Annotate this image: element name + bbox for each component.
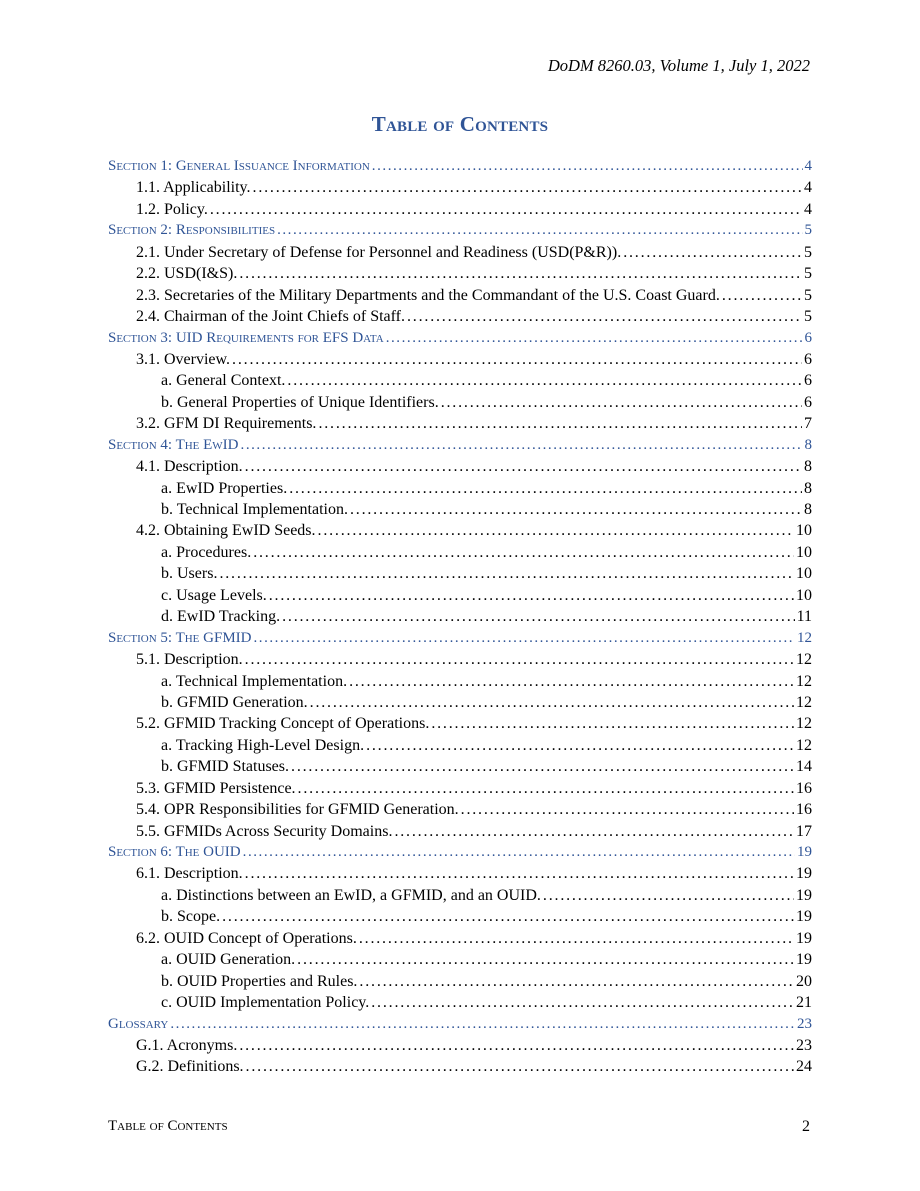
toc-page-number: 7 (804, 415, 812, 433)
toc-section-entry[interactable] (108, 328, 812, 349)
toc-entry[interactable] (108, 649, 812, 670)
toc-page-number: 6 (804, 350, 812, 368)
toc-dot-leader (372, 156, 803, 177)
toc-page-number: 19 (796, 929, 812, 947)
toc-entry[interactable] (108, 392, 812, 413)
toc-entry[interactable] (108, 906, 812, 927)
toc-dot-leader (394, 821, 794, 842)
toc-dot-leader (277, 220, 802, 241)
toc-dot-leader (441, 392, 802, 413)
toc-entry-label: Section 5: The GFMID (108, 629, 252, 646)
toc-page-number: 12 (797, 629, 812, 646)
toc-page-number: 19 (796, 865, 812, 883)
toc-entry[interactable] (108, 306, 812, 327)
toc-dot-leader (170, 1014, 795, 1035)
document-header: DoDM 8260.03, Volume 1, July 1, 2022 (547, 56, 810, 75)
toc-page-number: 12 (796, 736, 812, 754)
toc-page-number: 12 (796, 693, 812, 711)
toc-entry[interactable] (108, 370, 812, 391)
toc-page-number: 23 (797, 1015, 812, 1032)
toc-entry-label: 2.2. USD(I&S). (136, 265, 238, 283)
toc-entry[interactable] (108, 499, 812, 520)
toc-entry-label: c. Usage Levels. (161, 586, 267, 604)
toc-entry[interactable] (108, 756, 812, 777)
toc-dot-leader (243, 842, 795, 863)
toc-page-number: 8 (804, 501, 812, 518)
toc-entry[interactable] (108, 456, 812, 477)
toc-page-number: 17 (796, 822, 812, 840)
toc-section-entry[interactable] (108, 842, 812, 863)
toc-entry[interactable] (108, 885, 812, 906)
toc-entry[interactable] (108, 863, 812, 884)
toc-entry[interactable] (108, 520, 812, 541)
footer-section-label: Table of Contents (108, 1118, 228, 1134)
toc-entry-label: b. Scope. (161, 908, 221, 926)
toc-entry-label: 6.2. OUID Concept of Operations. (136, 929, 357, 947)
toc-entry[interactable] (108, 606, 812, 627)
toc-entry[interactable] (108, 1056, 812, 1077)
toc-section-entry[interactable] (108, 156, 812, 177)
toc-dot-leader (371, 992, 794, 1013)
toc-entry-label: 5.2. GFMID Tracking Concept of Operations. (136, 715, 430, 733)
toc-page-number: 23 (796, 1036, 812, 1054)
toc-dot-leader (253, 542, 794, 563)
toc-entry-label: Section 1: General Issuance Information (108, 158, 370, 174)
toc-entry-label: b. General Properties of Unique Identifiers. (161, 393, 439, 411)
toc-entry-label: G.1. Acronyms. (136, 1036, 238, 1054)
toc-dot-leader (246, 1056, 794, 1077)
toc-entry-label: c. OUID Implementation Policy. (161, 994, 370, 1012)
toc-entry-label: a. General Context. (161, 372, 286, 390)
toc-page-number: 4 (804, 179, 812, 197)
toc-dot-leader (310, 692, 794, 713)
toc-dot-leader (239, 263, 802, 284)
toc-dot-leader (461, 799, 794, 820)
toc-entry[interactable] (108, 478, 812, 499)
toc-page-number: 5 (804, 308, 812, 326)
toc-page-number: 12 (796, 672, 812, 690)
toc-dot-leader (239, 1035, 794, 1056)
toc-page-number: 5 (804, 265, 812, 283)
toc-entry-label: Section 6: The OUID (108, 844, 241, 860)
toc-entry[interactable] (108, 177, 812, 198)
toc-entry-label: 2.4. Chairman of the Joint Chiefs of Staff. (136, 308, 405, 326)
toc-page-number: 6 (804, 329, 812, 346)
toc-entry[interactable] (108, 199, 812, 220)
toc-page-number: 19 (796, 951, 812, 969)
toc-entry-label: a. Technical Implementation. (161, 672, 348, 690)
table-of-contents (108, 156, 812, 1078)
toc-entry[interactable] (108, 735, 812, 756)
toc-entry-label: 4.1. Description. (136, 458, 243, 476)
toc-dot-leader (219, 563, 794, 584)
toc-page-number: 12 (796, 715, 812, 733)
toc-entry-label: 6.1. Description. (136, 865, 243, 883)
toc-page-number: 4 (804, 200, 812, 218)
toc-page-number: 10 (796, 543, 812, 561)
toc-dot-leader (241, 435, 803, 456)
toc-page-number: 12 (796, 651, 812, 669)
toc-entry[interactable] (108, 349, 812, 370)
toc-entry[interactable] (108, 799, 812, 820)
toc-entry-label: Section 4: The EwID (108, 436, 239, 453)
toc-dot-leader (359, 928, 794, 949)
toc-entry[interactable] (108, 263, 812, 284)
toc-page-number: 6 (804, 393, 812, 411)
toc-entry-label: 3.2. GFM DI Requirements. (136, 415, 317, 433)
toc-entry[interactable] (108, 285, 812, 306)
toc-dot-leader (386, 328, 803, 349)
toc-page-number: 10 (796, 586, 812, 604)
toc-page-number: 5 (804, 243, 812, 261)
toc-entry[interactable] (108, 413, 812, 434)
toc-page-number: 20 (796, 972, 812, 990)
toc-entry-label: 5.3. GFMID Persistence. (136, 779, 296, 797)
toc-dot-leader (222, 906, 794, 927)
toc-entry[interactable] (108, 585, 812, 606)
toc-entry-label: a. OUID Generation. (161, 951, 296, 969)
toc-page-number: 19 (796, 908, 812, 926)
toc-entry-label: 1.1. Applicability. (136, 179, 251, 197)
toc-entry[interactable] (108, 671, 812, 692)
toc-entry-label: a. Procedures. (161, 543, 252, 561)
toc-entry-label: b. GFMID Statuses. (161, 758, 290, 776)
toc-page-number: 14 (796, 758, 812, 776)
toc-page-number: 24 (796, 1058, 812, 1076)
toc-entry-label: G.2. Definitions. (136, 1058, 244, 1076)
toc-entry-label: 4.2. Obtaining EwID Seeds. (136, 522, 316, 540)
toc-dot-leader (722, 285, 802, 306)
toc-entry-label: a. Distinctions between an EwID, a GFMID, and an OUID. (161, 886, 541, 904)
toc-entry-label: Section 3: UID Requirements for EFS Data (108, 329, 384, 346)
toc-entry[interactable] (108, 563, 812, 584)
toc-page-number: 11 (796, 608, 812, 626)
toc-page-number: 8 (804, 436, 812, 453)
toc-entry-label: d. EwID Tracking. (161, 608, 281, 626)
toc-page-number: 21 (796, 994, 812, 1012)
toc-entry[interactable] (108, 692, 812, 713)
toc-entry-label: 1.2. Policy. (136, 200, 208, 218)
toc-page-number: 10 (796, 522, 812, 540)
toc-entry[interactable] (108, 971, 812, 992)
toc-entry-label: b. Users. (161, 565, 218, 583)
toc-entry-label: 5.1. Description. (136, 651, 243, 669)
toc-page-number: 8 (804, 479, 812, 497)
toc-entry-label: Glossary (108, 1015, 169, 1032)
toc-entry[interactable] (108, 992, 812, 1013)
toc-section-entry[interactable] (108, 435, 812, 456)
toc-page-number: 5 (804, 222, 812, 239)
toc-dot-leader (210, 199, 802, 220)
toc-dot-leader (287, 370, 802, 391)
toc-dot-leader (407, 306, 802, 327)
toc-dot-leader (623, 242, 802, 263)
toc-dot-leader (359, 971, 794, 992)
toc-entry-label: 5.4. OPR Responsibilities for GFMID Generation. (136, 801, 459, 819)
toc-entry[interactable] (108, 1035, 812, 1056)
toc-section-entry[interactable] (108, 220, 812, 241)
toc-entry-label: a. Tracking High-Level Design. (161, 736, 365, 754)
toc-dot-leader (543, 885, 794, 906)
footer-page-number: 2 (802, 1118, 810, 1135)
toc-entry-label: Section 2: Responsibilities (108, 222, 276, 239)
toc-entry[interactable] (108, 713, 812, 734)
toc-page-number: 5 (804, 286, 812, 304)
toc-section-entry[interactable] (108, 628, 812, 649)
toc-dot-leader (350, 499, 802, 520)
toc-dot-leader (318, 520, 794, 541)
toc-entry-label: 2.1. Under Secretary of Defense for Personnel and Readiness (USD(P&R)). (136, 243, 622, 261)
toc-entry[interactable] (108, 542, 812, 563)
toc-dot-leader (269, 585, 794, 606)
toc-entry-label: a. EwID Properties. (161, 479, 288, 497)
toc-dot-leader (253, 177, 802, 198)
toc-dot-leader (282, 606, 794, 627)
toc-entry-label: b. GFMID Generation. (161, 693, 308, 711)
toc-page-number: 19 (797, 844, 812, 860)
toc-entry-label: 2.3. Secretaries of the Military Departments and the Commandant of the U.S. Coast Guard. (136, 286, 720, 304)
toc-page-number: 4 (804, 158, 812, 174)
toc-dot-leader (431, 713, 794, 734)
toc-entry-label: 5.5. GFMIDs Across Security Domains. (136, 822, 393, 840)
toc-entry-label: b. OUID Properties and Rules. (161, 972, 358, 990)
toc-dot-leader (297, 949, 794, 970)
toc-entry-label: b. Technical Implementation. (161, 501, 348, 518)
page-title: Table of Contents (371, 112, 549, 136)
toc-page-number: 6 (804, 372, 812, 390)
toc-entry-label: 3.1. Overview. (136, 350, 231, 368)
toc-dot-leader (245, 649, 794, 670)
toc-entry[interactable] (108, 778, 812, 799)
toc-section-entry[interactable] (108, 1014, 812, 1035)
toc-dot-leader (349, 671, 794, 692)
toc-dot-leader (291, 756, 794, 777)
toc-page-number: 8 (804, 458, 812, 476)
toc-page-number: 19 (796, 886, 812, 904)
toc-entry[interactable] (108, 928, 812, 949)
toc-page-number: 16 (796, 801, 812, 819)
toc-dot-leader (245, 456, 802, 477)
toc-dot-leader (366, 735, 794, 756)
toc-dot-leader (232, 349, 802, 370)
toc-page-number: 16 (796, 779, 812, 797)
toc-entry[interactable] (108, 949, 812, 970)
toc-dot-leader (245, 863, 794, 884)
toc-entry[interactable] (108, 821, 812, 842)
toc-dot-leader (318, 413, 802, 434)
toc-page-number: 10 (796, 565, 812, 583)
toc-dot-leader (289, 478, 802, 499)
toc-dot-leader (298, 778, 794, 799)
toc-entry[interactable] (108, 242, 812, 263)
toc-dot-leader (253, 628, 795, 649)
